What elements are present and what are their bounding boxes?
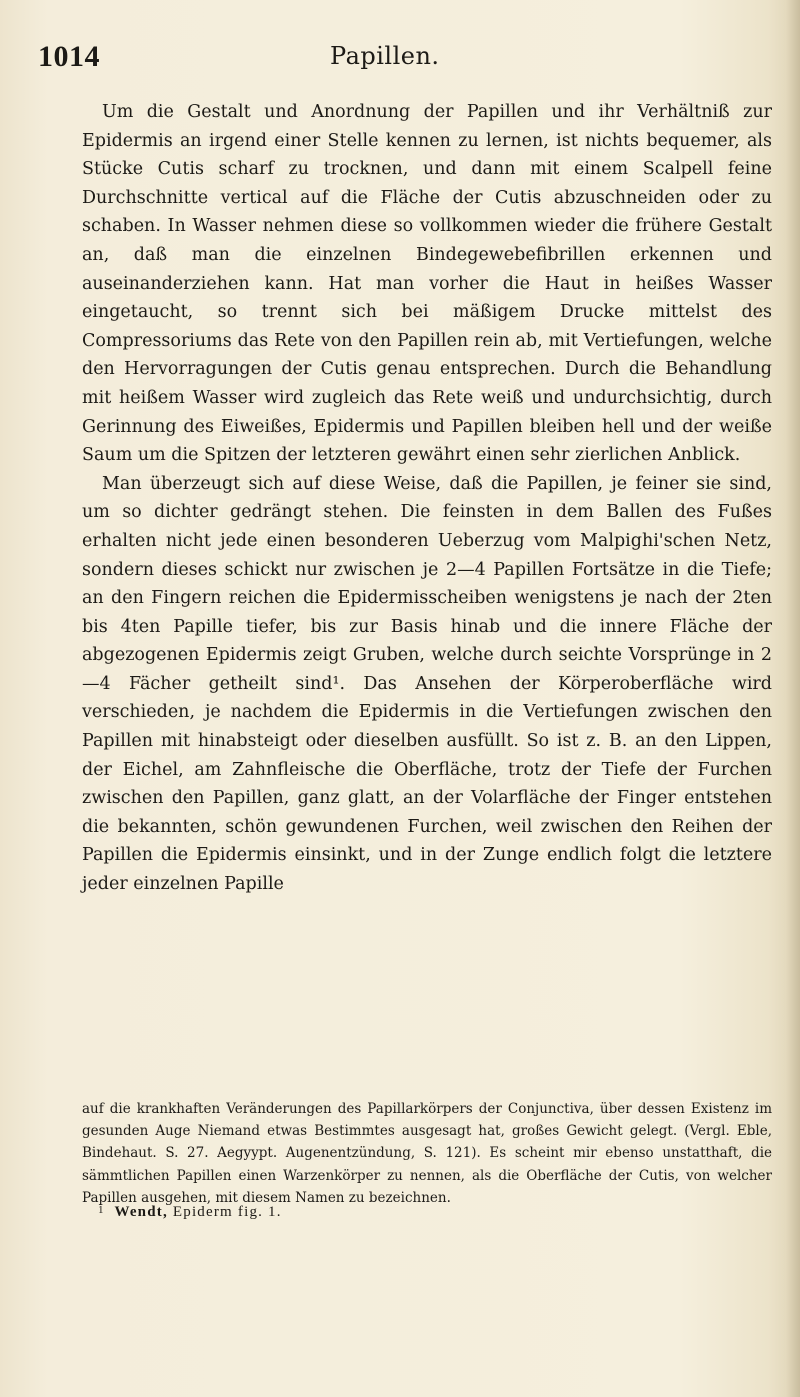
footnote-1-number: 1 [98, 1204, 104, 1216]
page-gutter-shadow [786, 0, 800, 1397]
footnote-continuation-text: auf die krankhaften Veränderungen des Papillarkörpers der Conjunctiva, über dessen Existenz im gesunden Auge Niemand etwas Bestimmtes ausgesagt hat, großes Gewicht gelegt. (Vergl. Eble, Bindehaut. S. 27. Aegyypt. Augenentzündung, S. 121). Es scheint mir ebenso unstatthaft, die sämmtlichen Papillen einen Warzenkörper zu nennen, als die Oberfläche der Cutis, von welcher Papillen ausgehen, mit diesem Namen zu bezeichnen. [82, 1101, 772, 1206]
page-number: 1014 [38, 40, 100, 73]
page-header [38, 40, 768, 80]
running-title: Papillen. [330, 42, 440, 70]
paragraph-1: Um die Gestalt und Anordnung der Papillen und ihr Verhältniß zur Epidermis an irgend einer Stelle kennen zu lernen, ist nichts bequemer, als Stücke Cutis scharf zu trocknen, und dann mit einem Scalpell feine Durchschnitte vertical auf die Fläche der Cutis abzuschneiden oder zu schaben. In Wasser nehmen diese so vollkommen wieder die frühere Gestalt an, daß man die einzelnen Bindegewebefibrillen erkennen und auseinanderziehen kann. Hat man vorher die Haut in heißes Wasser eingetaucht, so trennt sich bei mäßigem Drucke mittelst des Compressoriums das Rete von den Papillen rein ab, mit Vertiefungen, welche den Hervorragungen der Cutis genau entsprechen. Durch die Behandlung mit heißem Wasser wird zugleich das Rete weiß und undurchsichtig, durch Gerinnung des Eiweißes, Epidermis und Papillen bleiben hell und der weiße Saum um die Spitzen der letzteren gewährt einen sehr zierlichen Anblick. [82, 102, 772, 466]
footnote-1-reference: Epiderm fig. 1. [172, 1204, 282, 1220]
footnote-1 [98, 1204, 282, 1221]
main-text [82, 98, 772, 899]
footnote-continuation [82, 1098, 772, 1209]
footnote-1-author: Wendt, [114, 1204, 168, 1220]
paragraph-2: Man überzeugt sich auf diese Weise, daß die Papillen, je feiner sie sind, um so dichter gedrängt stehen. Die feinsten in dem Ballen des Fußes erhalten nicht jede einen besonderen Ueberzug vom Malpighi'schen Netz, sondern dieses schickt nur zwischen je 2—4 Papillen Fortsätze in die Tiefe; an den Fingern reichen die Epidermisscheiben wenigstens je nach der 2ten bis 4ten Papille tiefer, bis zur Basis hinab und die innere Fläche der abgezogenen Epidermis zeigt Gruben, welche durch seichte Vorsprünge in 2—4 Fächer getheilt sind¹. Das Ansehen der Körperoberfläche wird verschieden, je nachdem die Epidermis in die Vertiefungen zwischen den Papillen mit hinabsteigt oder dieselben ausfüllt. So ist z. B. an den Lippen, der Eichel, am Zahnfleische die Oberfläche, trotz der Tiefe der Furchen zwischen den Papillen, ganz glatt, an der Volarfläche der Finger entstehen die bekannten, schön gewundenen Furchen, weil zwischen den Reihen der Papillen die Epidermis einsinkt, und in der Zunge endlich folgt die letztere jeder einzelnen Papille [82, 473, 772, 895]
